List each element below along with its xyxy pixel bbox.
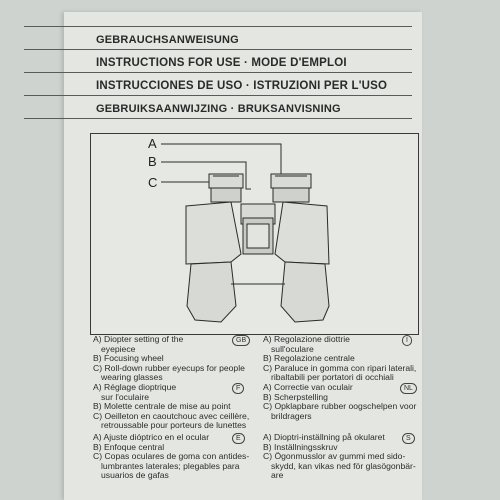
left-eyepiece [211, 188, 241, 202]
header-spanish-italian: INSTRUCCIONES DE USO · ISTRUZIONI PER L'USO [96, 80, 388, 92]
section-french: A) Réglage dioptrique sur l'oculaire B) Molette centrale de mise au point C) Oeilleton en caoutchouc avec ceillère, retroussable pour porteurs de lunettes [93, 382, 250, 431]
section-dutch: A) Correctie van oculair B) Scherpstelling C) Opklapbare rubber oogschelpen voor brildragers [263, 382, 417, 421]
header-dutch-swedish: GEBRUIKSAANWIJZING · BRUKSANVISNING [96, 103, 341, 115]
left-body [186, 202, 241, 264]
right-eyepiece [273, 188, 309, 202]
header-rule [24, 118, 412, 119]
section-english: A) Diopter setting of the eyepiece B) Focusing wheel C) Roll-down rubber eyecups for people wearing glasses [93, 334, 245, 383]
callout-a: A [148, 136, 157, 151]
binocular-illustration [91, 134, 418, 334]
header-english-french: INSTRUCTIONS FOR USE · MODE D'EMPLOI [96, 57, 347, 69]
badge-i: I [402, 335, 412, 346]
left-barrel [187, 262, 236, 322]
badge-e: E [232, 433, 245, 444]
header-rule [24, 49, 412, 50]
callout-b: B [148, 154, 157, 169]
header-rule [24, 72, 412, 73]
badge-gb: GB [232, 335, 250, 346]
callout-c: C [148, 175, 158, 190]
right-body [275, 202, 329, 264]
binocular-diagram [90, 133, 419, 335]
badge-s: S [402, 433, 415, 444]
leader-line-a [161, 144, 281, 174]
section-swedish: A) Dioptri-inställning på okularet B) Inställningsskruv C) Ögonmusslor av gummi med sido- skydd, kan vikas ned för glasögonbär- are [263, 432, 416, 481]
header-rule [24, 26, 412, 27]
right-barrel [281, 262, 329, 322]
header-rule [24, 95, 412, 96]
header-german: GEBRAUCHSANWEISUNG [96, 34, 239, 46]
section-italian: A) Regolazione diottrie sull'oculare B) Regolazione centrale C) Paraluce in gomma con ripari laterali, ribaltabili per portatori di occhiali [263, 334, 417, 383]
badge-f: F [232, 383, 244, 394]
section-spanish: A) Ajuste dióptrico en el ocular B) Enfoque central C) Copas oculares de goma con antides- lumbrantes laterales; plegables para usuarios de gafas [93, 432, 250, 481]
badge-nl: NL [400, 383, 417, 394]
